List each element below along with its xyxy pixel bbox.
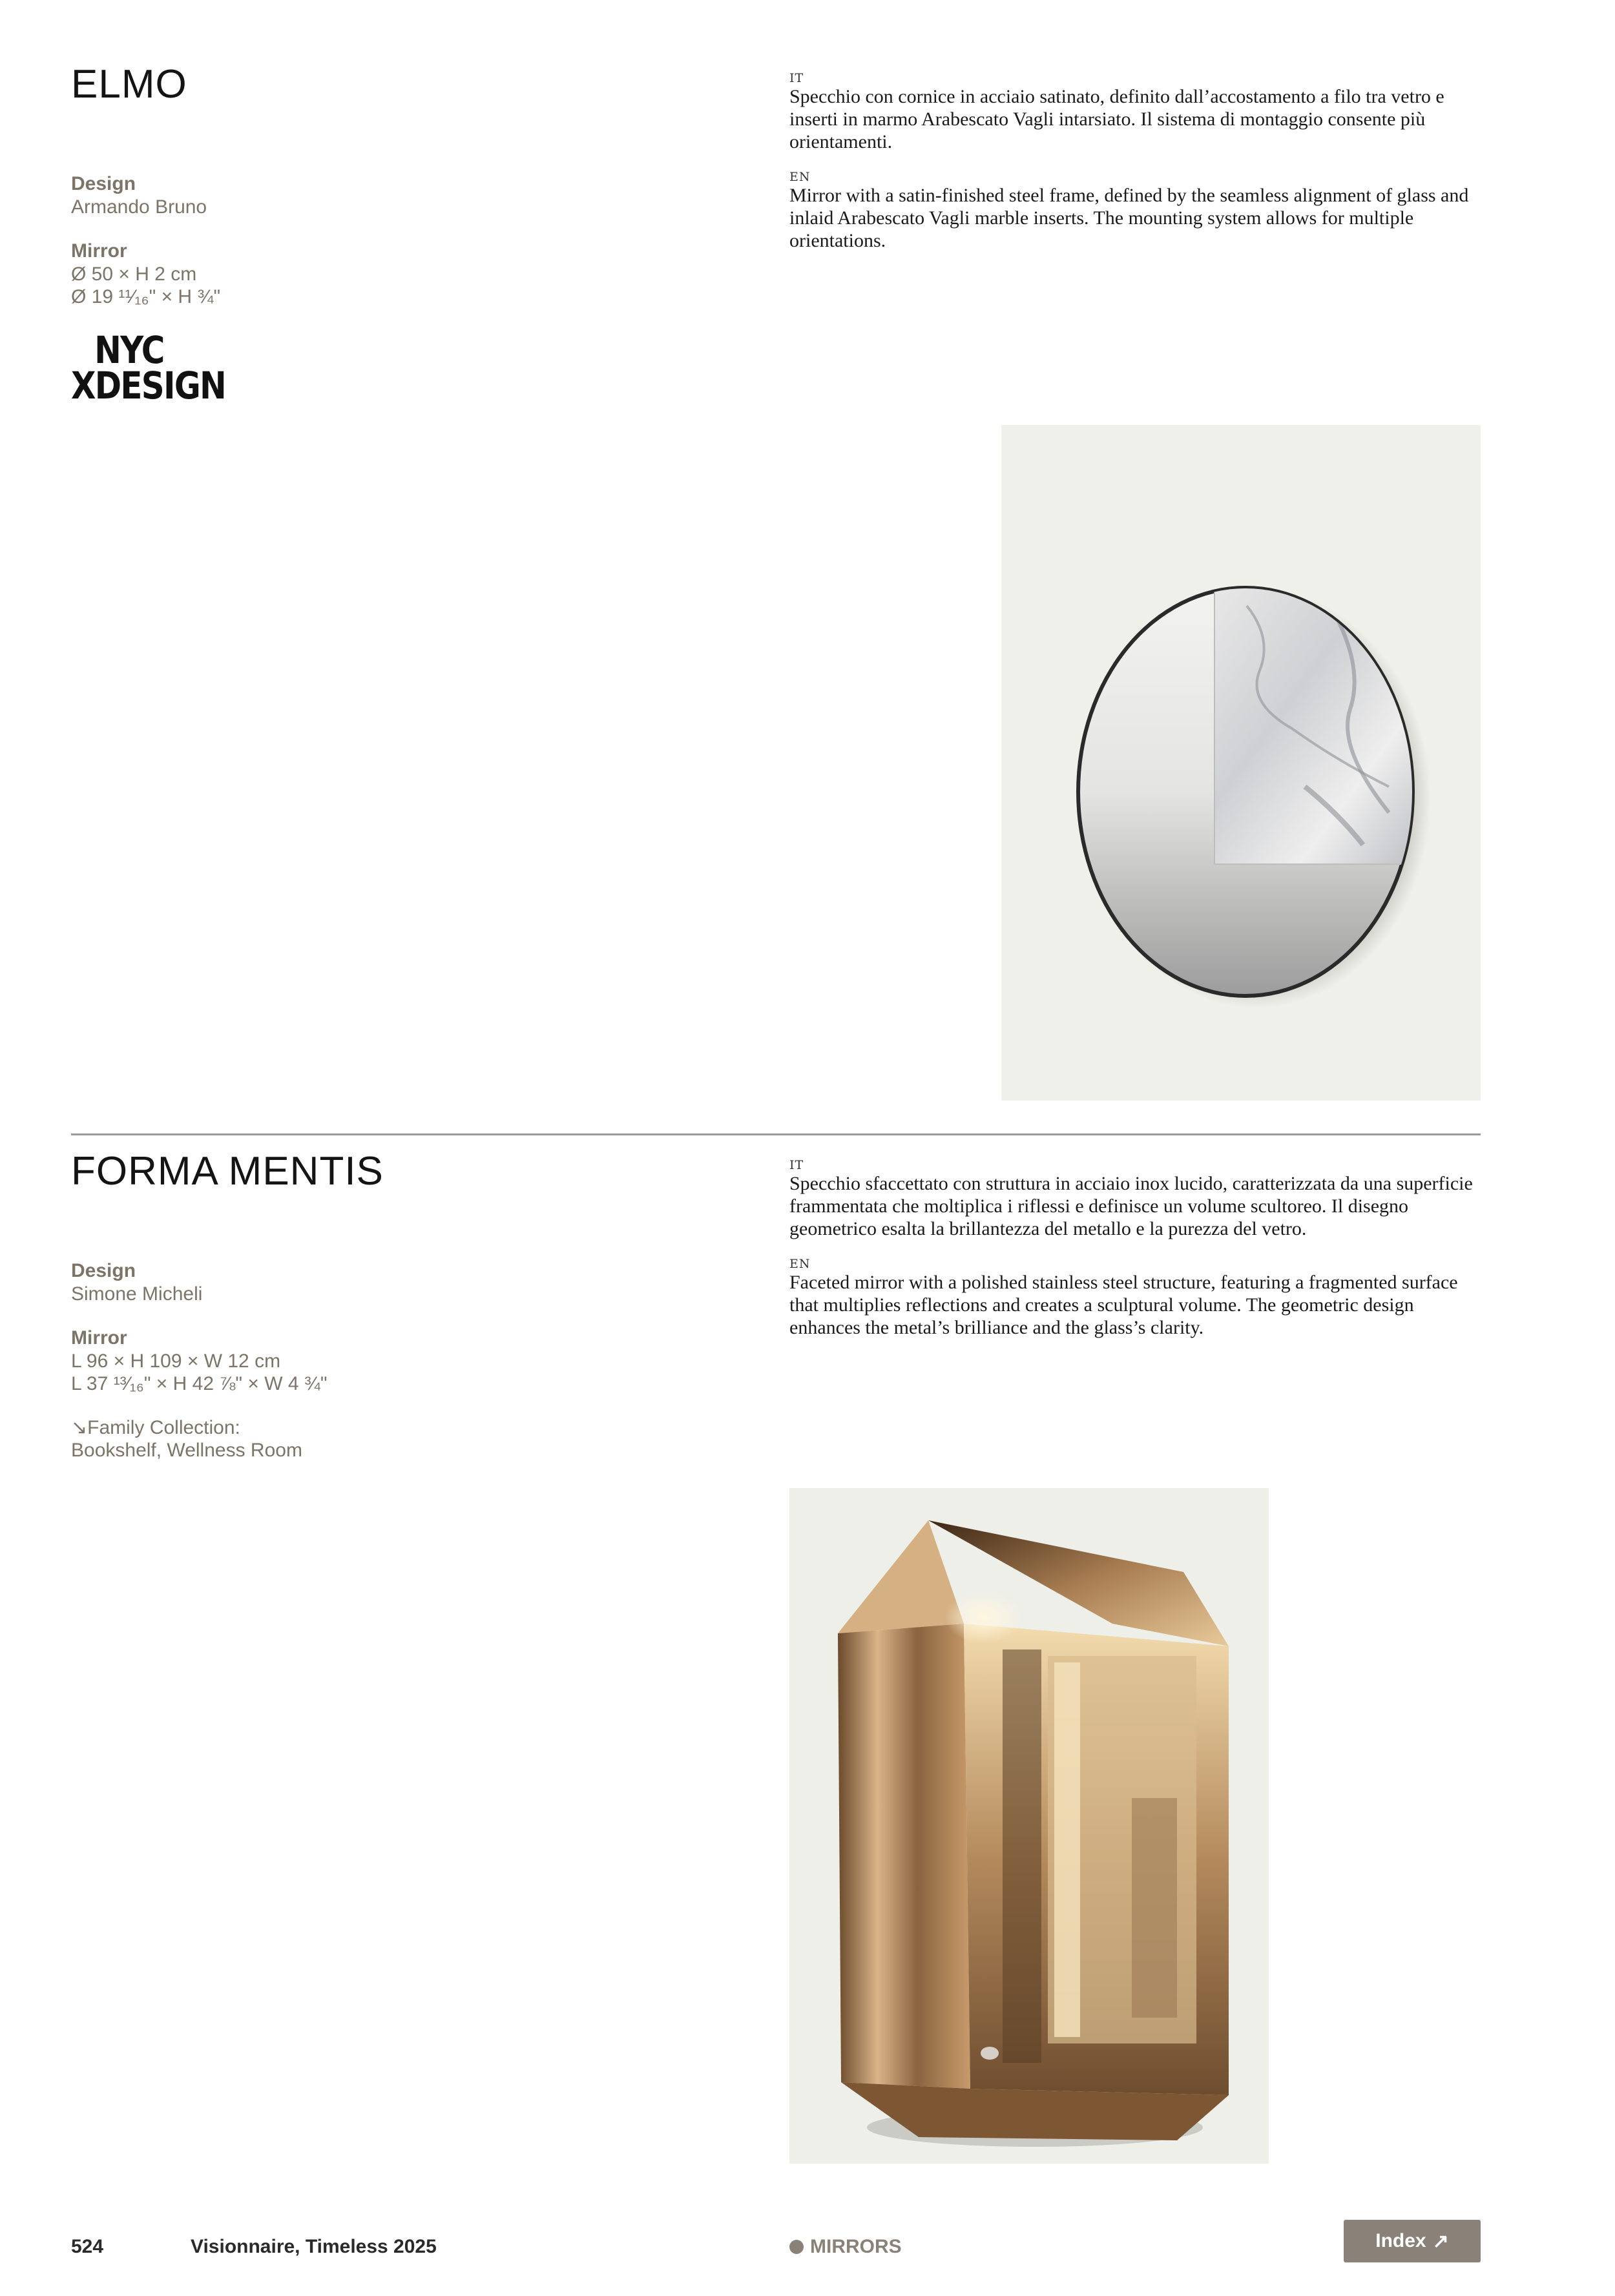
arrow-down-right-icon: ↘ — [71, 1417, 88, 1438]
dimensions-cm: L 96 × H 109 × W 12 cm — [71, 1350, 281, 1372]
nyc-x-design-logo — [71, 328, 226, 408]
dimensions-in: Ø 19 ¹¹⁄₁₆" × H ¾" — [71, 286, 221, 307]
arrow-up-right-icon: ↗ — [1432, 2230, 1449, 2252]
elmo-mirror-photo — [1001, 425, 1481, 1101]
lang-label-it: IT — [789, 1158, 804, 1172]
category-dot-icon — [789, 2240, 804, 2254]
description-en: Mirror with a satin-finished steel frame, defined by the seamless alignment of glass and inlaid Arabescato Vagli marble inserts. The mounting system allows for multiple orientations. — [789, 185, 1469, 251]
forma-mentis-mirror-photo — [789, 1488, 1269, 2164]
description-it: Specchio con cornice in acciaio satinato, definito dall’accostamento a filo tra vetro e inserti in marmo Arabescato Vagli intarsiato. Il sistema di montaggio consente più orientamenti. — [789, 86, 1444, 152]
designer-name: Simone Micheli — [71, 1283, 203, 1305]
designer-name: Armando Bruno — [71, 196, 207, 218]
description-en: Faceted mirror with a polished stainless steel structure, featuring a fragmented surface that multiplies reflections and creates a sculptural volume. The geometric design enhances the metal’s brilliance and the glass’s clarity. — [789, 1272, 1458, 1338]
design-label: Design — [71, 1260, 136, 1281]
type-label: Mirror — [71, 240, 127, 262]
publication-title: Visionnaire, Timeless 2025 — [191, 2236, 437, 2257]
round-mirror-illustration — [1001, 425, 1481, 1101]
logo-line-2: XDESIGN — [71, 364, 226, 408]
dimensions-in: L 37 ¹³⁄₁₆" × H 42 ⅞" × W 4 ¾" — [71, 1373, 328, 1394]
design-label: Design — [71, 173, 136, 194]
page-number: 524 — [71, 2236, 104, 2257]
spec-block — [71, 172, 220, 308]
lang-label-en: EN — [789, 170, 811, 184]
index-label: Index — [1375, 2230, 1426, 2251]
category-label[interactable] — [789, 2236, 902, 2258]
description-block — [789, 71, 1479, 252]
section-divider — [71, 1133, 1481, 1135]
lang-label-en: EN — [789, 1257, 811, 1271]
logo-line-1: NYC — [94, 328, 164, 372]
description-block — [789, 1158, 1479, 1339]
lang-label-it: IT — [789, 71, 804, 85]
description-it: Specchio sfaccettato con struttura in acciaio inox lucido, caratterizzata da una superficie frammentata che moltiplica i riflessi e definisce un volume scultoreo. Il disegno geometrico esalta la brillantezza del metallo e la purezza del vetro. — [789, 1173, 1473, 1239]
family-collection-items[interactable]: Bookshelf, Wellness Room — [71, 1440, 302, 1461]
index-button[interactable] — [1344, 2220, 1481, 2262]
family-collection-label: Family Collection: — [87, 1417, 240, 1438]
category-name: MIRRORS — [810, 2236, 902, 2257]
faceted-mirror-illustration — [789, 1488, 1269, 2164]
product-title: FORMA MENTIS — [71, 1149, 384, 1194]
family-collection-link[interactable] — [71, 1416, 328, 1439]
type-label: Mirror — [71, 1327, 127, 1349]
spec-block — [71, 1259, 328, 1462]
dimensions-cm: Ø 50 × H 2 cm — [71, 264, 197, 285]
product-title: ELMO — [71, 62, 187, 107]
